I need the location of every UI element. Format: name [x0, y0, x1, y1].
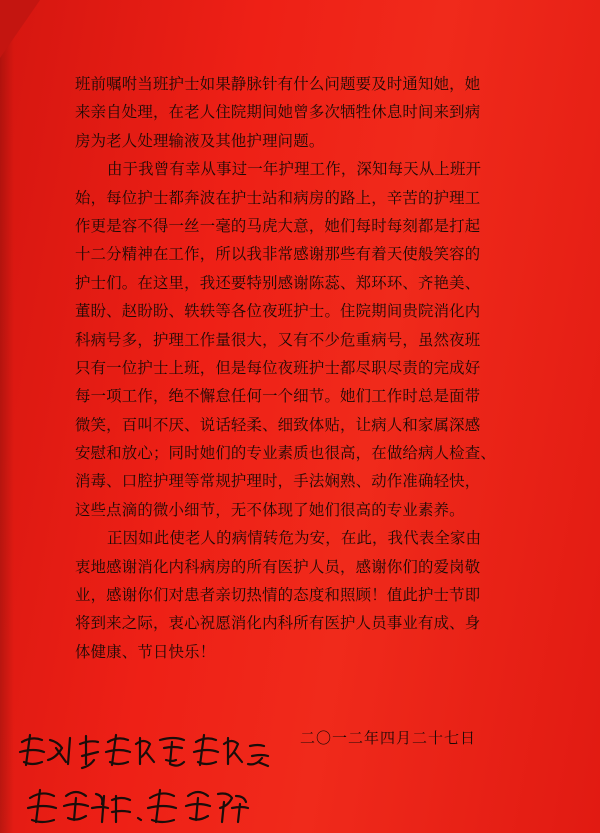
signature-2: [106, 735, 184, 766]
letter-line: 始，每位护士都奔波在护士站和病房的路上，辛苦的护理工: [75, 188, 481, 207]
letter-line: 每一项工作，绝不懈怠任何一个细节。她们工作时总是面带: [75, 387, 481, 406]
letter-line: 作更是容不得一丝一毫的马虎大意，她们每时每刻都是打起: [75, 216, 481, 235]
signature-1: [20, 735, 98, 768]
letter-line: 房为老人处理输液及其他护理问题。: [75, 131, 325, 150]
letter-line: 微笑，百叫不厌、说话轻柔、细致体贴，让病人和家属深感: [75, 415, 481, 434]
letter-line: 体健康、节日快乐！: [75, 642, 216, 661]
signature-4: [28, 790, 141, 822]
letter-line: 十二分精神在工作，所以我非常感谢那些有着天使般笑容的: [75, 245, 481, 264]
letter-line: 消毒、口腔护理等常规护理时，手法娴熟、动作准确轻快，: [75, 472, 481, 491]
letter-line: 将到来之际，衷心祝愿消化内科所有医护人员事业有成、身: [75, 614, 481, 633]
signature-5: [148, 790, 248, 822]
letter-line: 来亲自处理，在老人住院期间她曾多次牺牲休息时间来到病: [75, 103, 481, 122]
letter-line: 安慰和放心；同时她们的专业素质也很高，在做给病人检查、: [75, 444, 496, 463]
letter-date: 二〇一二年四月二十七日: [300, 729, 477, 747]
letter-line: 护士们。在这里，我还要特别感谢陈蕊、郑环环、齐艳美、: [75, 273, 481, 292]
letter-line: 衷地感谢消化内科病房的所有医护人员，感谢你们的爱岗敬: [75, 557, 481, 576]
letter-line: 班前嘱咐当班护士如果静脉针有什么问题要及时通知她，她: [75, 75, 481, 93]
letter-line: 只有一位护士上班，但是每位夜班护士都尽职尽责的完成好: [75, 358, 481, 377]
letter-line: 这些点滴的微小细节，无不体现了她们很高的专业素养。: [75, 500, 465, 519]
paragraph-start-line: 正因如此使老人的病情转危为安，在此，我代表全家由: [107, 529, 482, 548]
letter-line: 科病号多，护理工作量很大，又有不少危重病号，虽然夜班: [75, 330, 481, 349]
letter-line: 董盼、赵盼盼、轶轶等各位夜班护士。住院期间贵院消化内: [75, 302, 481, 321]
paragraph-start-line: 由于我曾有幸从事过一年护理工作，深知每天从上班开: [107, 160, 482, 179]
letter-line: 业，感谢你们对患者亲切热情的态度和照顾！值此护士节即: [75, 586, 481, 605]
signature-3: [194, 735, 268, 766]
